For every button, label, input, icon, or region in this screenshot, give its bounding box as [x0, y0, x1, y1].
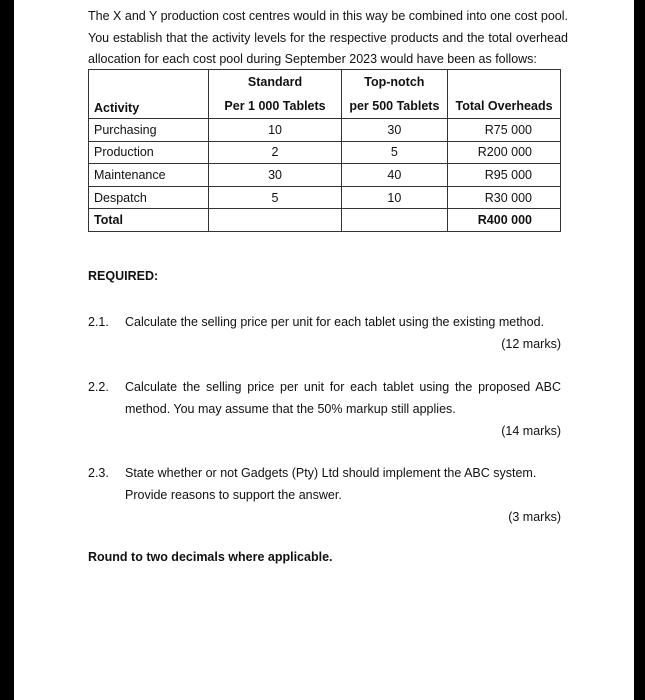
question-text: Calculate the selling price per unit for each tablet using the existing method. [125, 315, 544, 329]
cell-standard: 2 [209, 141, 341, 164]
header-total-overheads: Total Overheads [448, 93, 561, 119]
cell-total-topnotch [341, 209, 447, 232]
table-header-row-top [89, 70, 561, 94]
cell-topnotch: 5 [341, 141, 447, 164]
question-number: 2.1. [88, 315, 109, 329]
cell-activity: Despatch [89, 186, 209, 209]
intro-line-1: The X and Y production cost centres would in this way be combined into one cost pool. [88, 9, 568, 23]
question-text-line-2: method. You may assume that the 50% markup still applies. [125, 402, 456, 416]
table-row [89, 186, 561, 209]
cell-topnotch: 40 [341, 164, 447, 187]
activity-cost-table [88, 69, 561, 232]
document-page [14, 0, 634, 700]
question-text [125, 462, 561, 506]
question-text-line-2: Provide reasons to support the answer. [125, 488, 342, 502]
cell-topnotch: 10 [341, 186, 447, 209]
question-text [125, 376, 561, 420]
cell-total-standard [209, 209, 341, 232]
question-2-2 [88, 376, 561, 442]
question-2-3 [88, 462, 561, 528]
question-text-line-1: Calculate the selling price per unit for each tablet using the proposed ABC [125, 380, 561, 394]
header-standard-bottom: Per 1 000 Tablets [209, 93, 341, 119]
cell-overheads: R75 000 [448, 119, 561, 142]
header-activity: Activity [89, 93, 209, 119]
cell-activity: Purchasing [89, 119, 209, 142]
table-row [89, 164, 561, 187]
header-topnotch-top: Top-notch [341, 70, 447, 94]
cell-standard: 10 [209, 119, 341, 142]
question-marks: (14 marks) [501, 424, 561, 438]
cell-total-label: Total [89, 209, 209, 232]
question-text-line-1: State whether or not Gadgets (Pty) Ltd should implement the ABC system. [125, 466, 537, 480]
question-marks: (12 marks) [501, 337, 561, 351]
table-row [89, 119, 561, 142]
cell-overheads: R95 000 [448, 164, 561, 187]
table-row [89, 141, 561, 164]
rounding-note: Round to two decimals where applicable. [88, 550, 333, 564]
cell-standard: 5 [209, 186, 341, 209]
cell-activity: Production [89, 141, 209, 164]
table-header-row-bottom [89, 93, 561, 119]
cell-overheads: R200 000 [448, 141, 561, 164]
cell-activity: Maintenance [89, 164, 209, 187]
table-total-row [89, 209, 561, 232]
required-heading: REQUIRED: [88, 269, 159, 283]
question-marks: (3 marks) [508, 510, 561, 524]
header-topnotch-bottom: per 500 Tablets [341, 93, 447, 119]
cell-topnotch: 30 [341, 119, 447, 142]
question-number: 2.3. [88, 466, 109, 480]
header-standard-top: Standard [209, 70, 341, 94]
cell-standard: 30 [209, 164, 341, 187]
intro-paragraph [88, 6, 568, 71]
intro-line-2: You establish that the activity levels for the respective products and the total overhead [88, 30, 568, 45]
cell-overheads: R30 000 [448, 186, 561, 209]
intro-line-3: allocation for each cost pool during September 2023 would have been as follows: [88, 52, 537, 66]
question-2-1 [88, 311, 561, 355]
question-number: 2.2. [88, 380, 109, 394]
cell-total-overheads: R400 000 [448, 209, 561, 232]
